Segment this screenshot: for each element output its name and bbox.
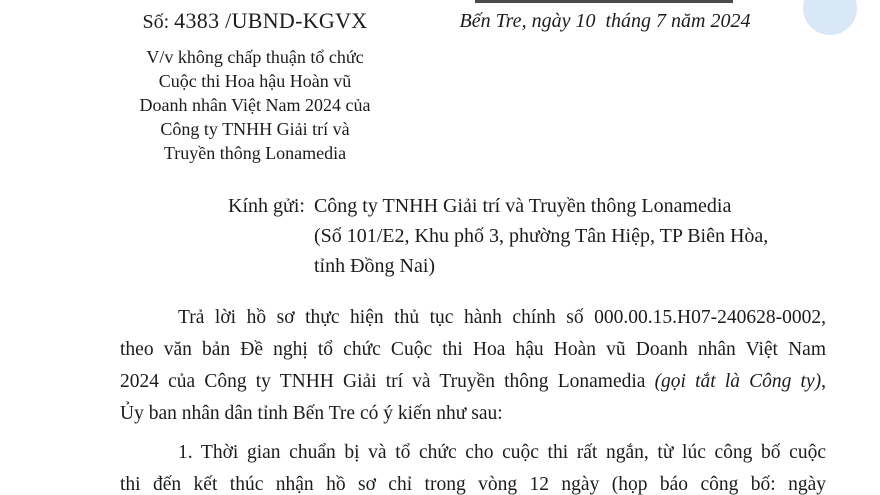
paragraph-1	[120, 302, 826, 430]
paragraph-2	[120, 437, 826, 495]
place-date-line: Bến Tre, ngày 10 tháng 7 năm 2024	[459, 10, 751, 32]
text-line: Doanh nhân Việt Nam 2024 của	[139, 95, 371, 115]
recipient-address	[314, 191, 768, 281]
recipient-label: Kính gửi:	[228, 195, 305, 217]
text-line: 2024 của Công ty TNHH Giải trí và Truyền thông Lonamedia (gọi tắt là Công ty),	[120, 371, 826, 392]
document-body	[120, 302, 826, 495]
text-line: thi đến kết thúc nhận hồ sơ chỉ trong vòng 12 ngày (họp báo công bố: ngày	[120, 474, 826, 495]
text-line: theo văn bản Đề nghị tổ chức Cuộc thi Hoa hậu Hoàn vũ Doanh nhân Việt Nam	[120, 339, 826, 360]
document-number	[95, 8, 415, 34]
document-number-value: 4383 /UBND-KGVX	[174, 8, 368, 33]
text-line: Công ty TNHH Giải trí và	[160, 119, 350, 139]
document-ref-block	[95, 8, 415, 165]
text-line: Truyền thông Lonamedia	[163, 143, 347, 163]
text-line: 1. Thời gian chuẩn bị và tổ chức cho cuộc thi rất ngắn, từ lúc công bố cuộc	[178, 442, 826, 463]
document-subject	[95, 45, 415, 165]
text-line: Cuộc thi Hoa hậu Hoàn vũ	[158, 71, 352, 91]
text-line: V/v không chấp thuận tổ chức	[146, 47, 364, 67]
motto-underline-rule	[475, 0, 733, 3]
text-line: (Số 101/E2, Khu phố 3, phường Tân Hiệp, TP Biên Hòa,	[313, 225, 769, 247]
floating-bubble-button[interactable]	[803, 0, 857, 35]
text-line: Trả lời hồ sơ thực hiện thủ tục hành chính số 000.00.15.H07-240628-0002,	[178, 307, 826, 328]
recipient-block	[228, 191, 768, 281]
text-line: tỉnh Đồng Nai)	[313, 255, 436, 277]
document-number-label: Số:	[142, 11, 170, 33]
text-line: Công ty TNHH Giải trí và Truyền thông Lonamedia	[313, 195, 732, 217]
text-line: Ủy ban nhân dân tỉnh Bến Tre có ý kiến như sau:	[120, 403, 503, 424]
